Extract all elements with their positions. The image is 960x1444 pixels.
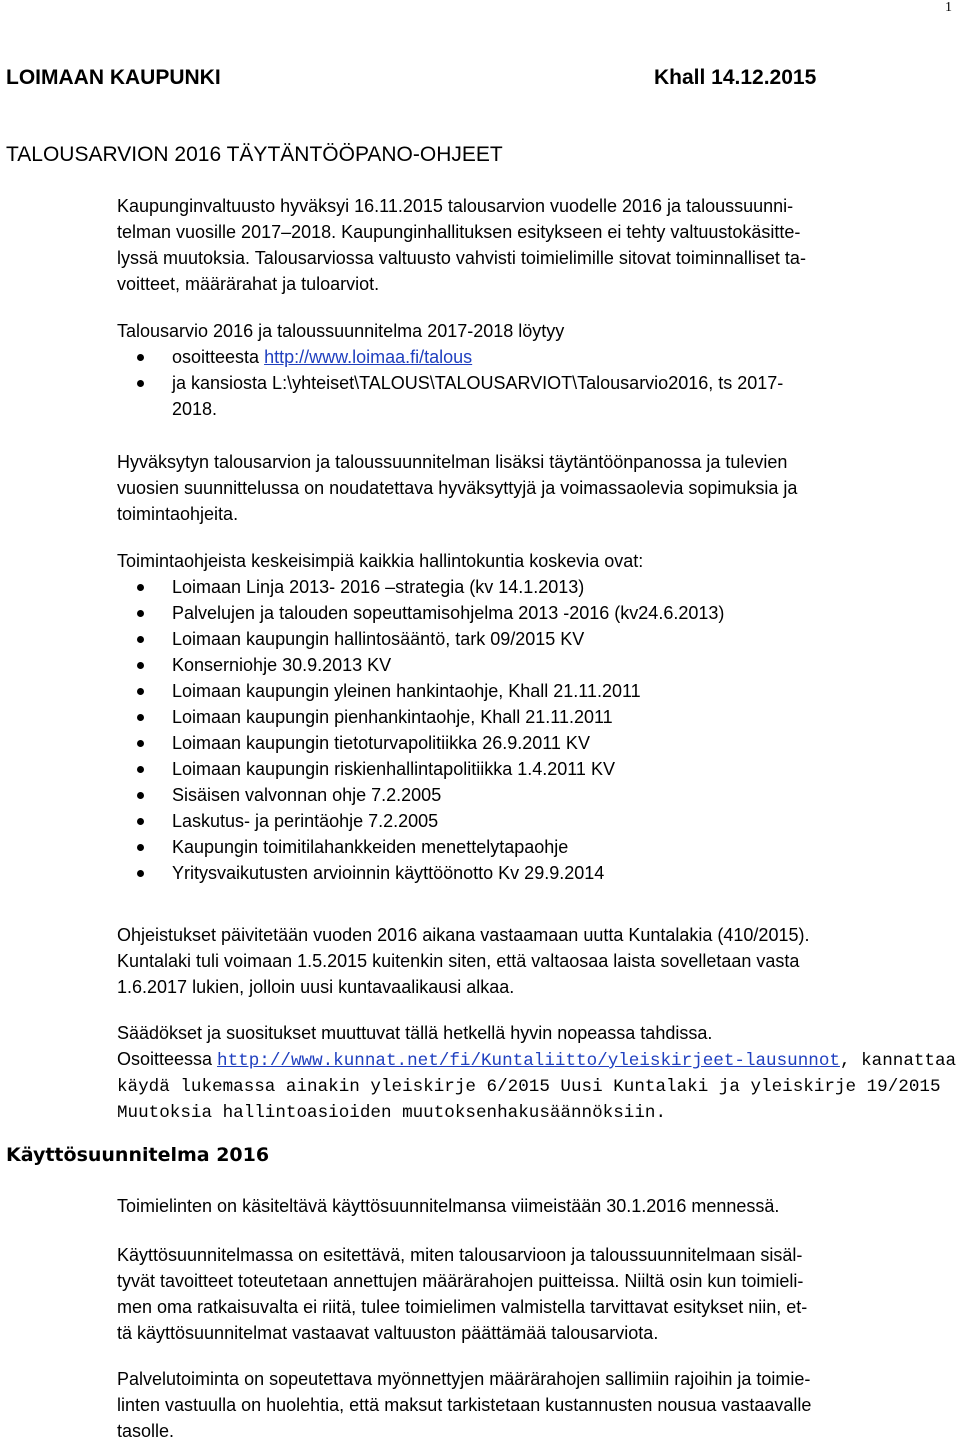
- regulations-line: käydä lukemassa ainakin yleiskirje 6/2015 Uusi Kuntalaki ja yleiskirje 19/2015: [117, 1077, 941, 1097]
- talous-link[interactable]: http://www.loimaa.fi/talous: [264, 347, 473, 367]
- intro-line: telman vuosille 2017–2018. Kaupunginhallituksen esitykseen ei tehty valtuustokäsitte-: [117, 222, 801, 242]
- list-item: Laskutus- ja perintäohje 7.2.2005: [117, 808, 957, 834]
- list-item: osoitteesta http://www.loimaa.fi/talous: [117, 344, 957, 370]
- plan-line: Käyttösuunnitelmassa on esitettävä, miten talousarvioon ja taloussuunnitelmaan sisäl-: [117, 1245, 803, 1265]
- kunnat-link[interactable]: http://www.kunnat.net/fi/Kuntaliitto/yleiskirjeet-lausunnot: [217, 1051, 840, 1071]
- guidelines-section: [117, 548, 957, 886]
- deadline-line: Toimielinten on käsiteltävä käyttösuunnitelmansa viimeistään 30.1.2016 mennessä.: [117, 1196, 780, 1216]
- list-item: Kaupungin toimitilahankkeiden menettelytapaohje: [117, 834, 957, 860]
- regulations-line: Säädökset ja suositukset muuttuvat tällä hetkellä hyvin nopeassa tahdissa.: [117, 1023, 713, 1043]
- folder-path-cont: 2018.: [172, 399, 218, 419]
- intro-paragraph: [117, 193, 957, 297]
- document-title: TALOUSARVION 2016 TÄYTÄNTÖÖPANO-OHJEET: [6, 143, 503, 166]
- guidelines-lead: Toimintaohjeista keskeisimpiä kaikkia hallintokuntia koskevia ovat:: [117, 551, 644, 571]
- list-item: Loimaan kaupungin tietoturvapolitiikka 26.9.2011 KV: [117, 730, 957, 756]
- folder-path: ja kansiosta L:\yhteiset\TALOUS\TALOUSARVIOT\Talousarvio2016, ts 2017-: [172, 373, 784, 393]
- plan-line: tyvät tavoitteet toteutetaan annettujen määrärahojen puitteissa. Niiltä osin kun toimieli-: [117, 1271, 804, 1291]
- location-lead: Talousarvio 2016 ja taloussuunnitelma 2017-2018 löytyy: [117, 321, 565, 341]
- plan-deadline: [117, 1193, 957, 1219]
- approved-line: vuosien suunnittelussa on noudatettava hyväksyttyjä ja voimassaolevia sopimuksia ja: [117, 478, 798, 498]
- service-paragraph: [117, 1366, 957, 1444]
- plan-line: men oma ratkaisuvalta ei riitä, tulee toimielimen valmistella tarvittavat esitykset niin, et-: [117, 1297, 808, 1317]
- list-item: Konserniohje 30.9.2013 KV: [117, 652, 957, 678]
- guidelines-list: [117, 574, 957, 886]
- intro-line: lyssä muutoksia. Talousarviossa valtuusto vahvisti toimielimille sitovat toiminnalliset ta-: [117, 248, 806, 268]
- approved-line: Hyväksytyn talousarvion ja taloussuunnitelman lisäksi täytäntöönpanossa ja tulevien: [117, 452, 788, 472]
- location-list: [117, 344, 957, 422]
- regulations-line: Osoitteessa http://www.kunnat.net/fi/Kuntaliitto/yleiskirjeet-lausunnot, kannattaa: [117, 1049, 957, 1071]
- service-line: Palvelutoiminta on sopeutettava myönnettyjen määrärahojen sallimiin rajoihin ja toimie-: [117, 1369, 811, 1389]
- page-number: 1: [945, 0, 952, 15]
- kuntalaki-line: Kuntalaki tuli voimaan 1.5.2015 kuitenkin siten, että valtaosaa laista sovelletaan vasta: [117, 951, 800, 971]
- list-item: Loimaan Linja 2013- 2016 –strategia (kv 14.1.2013): [117, 574, 957, 600]
- list-item: Loimaan kaupungin yleinen hankintaohje, Khall 21.11.2011: [117, 678, 957, 704]
- plan-heading: Käyttösuunnitelma 2016: [6, 1144, 270, 1166]
- kuntalaki-line: 1.6.2017 lukien, jolloin uusi kuntavaalikausi alkaa.: [117, 977, 515, 997]
- approved-paragraph: [117, 449, 957, 527]
- list-item: [117, 370, 957, 422]
- plan-content-paragraph: [117, 1242, 957, 1346]
- list-item: Palvelujen ja talouden sopeuttamisohjelma 2013 -2016 (kv24.6.2013): [117, 600, 957, 626]
- organization-name: LOIMAAN KAUPUNKI: [6, 66, 221, 89]
- location-section: [117, 318, 957, 422]
- meeting-date: Khall 14.12.2015: [654, 66, 817, 89]
- list-item: Loimaan kaupungin hallintosääntö, tark 09/2015 KV: [117, 626, 957, 652]
- kuntalaki-paragraph: [117, 922, 957, 1000]
- list-item: Loimaan kaupungin pienhankintaohje, Khall 21.11.2011: [117, 704, 957, 730]
- document-header: [6, 66, 866, 90]
- intro-line: Kaupunginvaltuusto hyväksyi 16.11.2015 talousarvion vuodelle 2016 ja taloussuunni-: [117, 196, 794, 216]
- plan-line: tä käyttösuunnitelmat vastaavat valtuuston päättämää talousarviota.: [117, 1323, 659, 1343]
- kuntalaki-line: Ohjeistukset päivitetään vuoden 2016 aikana vastaamaan uutta Kuntalakia (410/2015).: [117, 925, 810, 945]
- service-line: linten vastuulla on huolehtia, että maksut tarkistetaan kustannusten nousua vastaavalle: [117, 1395, 812, 1415]
- regulations-paragraph: [117, 1020, 957, 1126]
- list-item: Sisäisen valvonnan ohje 7.2.2005: [117, 782, 957, 808]
- regulations-line: Muutoksia hallintoasioiden muutoksenhakusäännöksiin.: [117, 1103, 667, 1123]
- list-item: Loimaan kaupungin riskienhallintapolitiikka 1.4.2011 KV: [117, 756, 957, 782]
- approved-line: toimintaohjeita.: [117, 504, 239, 524]
- intro-line: voitteet, määrärahat ja tuloarviot.: [117, 274, 380, 294]
- list-item: Yritysvaikutusten arvioinnin käyttöönotto Kv 29.9.2014: [117, 860, 957, 886]
- service-line: tasolle.: [117, 1421, 175, 1441]
